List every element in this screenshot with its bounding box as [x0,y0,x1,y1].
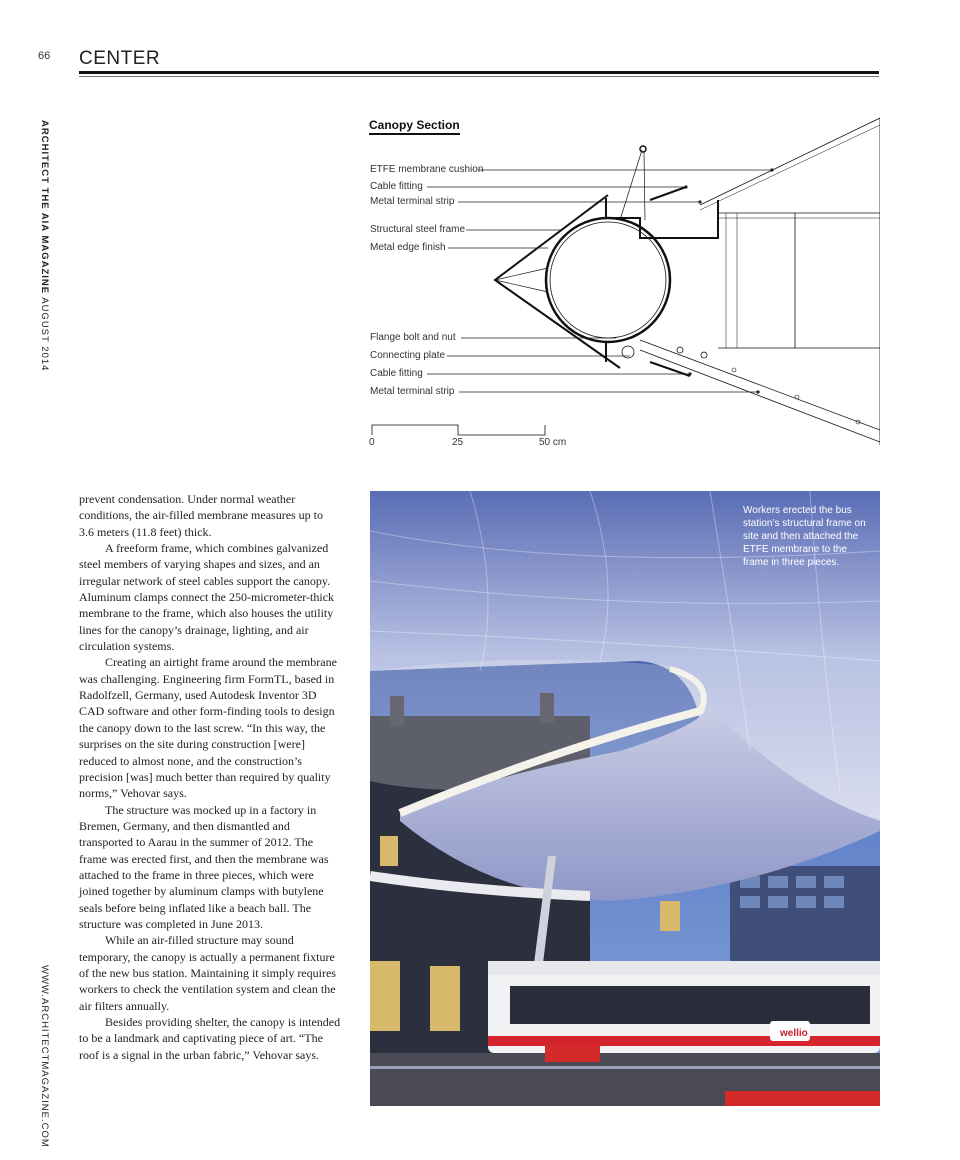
website-url: WWW.ARCHITECTMAGAZINE.COM [39,965,50,1148]
magazine-name: ARCHITECT THE AIA MAGAZINE [39,120,50,295]
article-body [79,491,341,1063]
bus-logo: wellio [780,1028,808,1039]
scale-zero: 0 [369,437,375,448]
page-number: 66 [38,50,51,62]
scale-25: 25 [452,437,464,448]
canopy-photo [370,491,880,1106]
canopy-section-drawing [368,110,880,455]
photo-caption: Workers erected the bus station’s structural frame on site and then attached the ETFE membrane to the frame in three pieces. [743,505,866,568]
paragraph: A freeform frame, which combines galvanized steel members of varying shapes and sizes, and an irregular network of steel cables support the canopy. Aluminum clamps connect the 250-micrometer-thick membrane to the frame, which also houses the utility lines for the canopy’s drainage, lighting, and air circulation systems. [79,541,335,654]
label-steel-frame: Structural steel frame [370,224,466,235]
magazine-credit [39,120,50,371]
header-rule [79,71,879,74]
label-edge-finish: Metal edge finish [370,242,446,253]
label-terminal-strip: Metal terminal strip [370,196,455,207]
section-title: CENTER [79,48,161,69]
label-cable-fitting: Cable fitting [370,181,423,192]
label-terminal-strip-2: Metal terminal strip [370,386,455,397]
label-connecting-plate: Connecting plate [370,350,446,361]
label-etfe: ETFE membrane cushion [370,164,484,175]
diagram-title: Canopy Section [369,118,460,135]
label-flange-bolt: Flange bolt and nut [370,332,456,343]
issue-date: AUGUST 2014 [39,294,50,372]
label-cable-fitting-2: Cable fitting [370,368,423,379]
bus-station-illustration [370,491,880,1106]
scale-50: 50 cm [539,437,567,448]
header-rule-thin [79,76,879,77]
paragraph: The structure was mocked up in a factory in Bremen, Germany, and then dismantled and transported to Aarau in the summer of 2012. The frame was erected first, and then the membrane was attached to the frame in three pieces, which were joined together by aluminum clamps with butylene seals before being inflated like a beach ball. The structure was completed in June 2013. [79,802,329,931]
paragraph: Besides providing shelter, the canopy is intended to be a landmark and captivating piece of art. “The roof is a signal in the urban fabric,” Vehovar says. [79,1015,341,1062]
paragraph: prevent condensation. Under normal weather conditions, the air-filled membrane measures up to 3.6 meters (11.8 feet) thick. [79,492,324,539]
paragraph: Creating an airtight frame around the membrane was challenging. Engineering firm FormTL, based in Radolfzell, Germany, used Autodesk Inventor 3D CAD software and other form-finding tools to design the canopy down to the last screw. “In this way, the surprises on the site during construction [were] reduced to almost none, and the construction’s precision [was] much better than required by quality norms,” Vehovar says. [79,655,337,801]
paragraph: While an air-filled structure may sound temporary, the canopy is actually a permanent fixture of the new bus station. Maintaining it simply requires workers to check the ventilation system and clean the air filters annually. [79,933,336,1013]
